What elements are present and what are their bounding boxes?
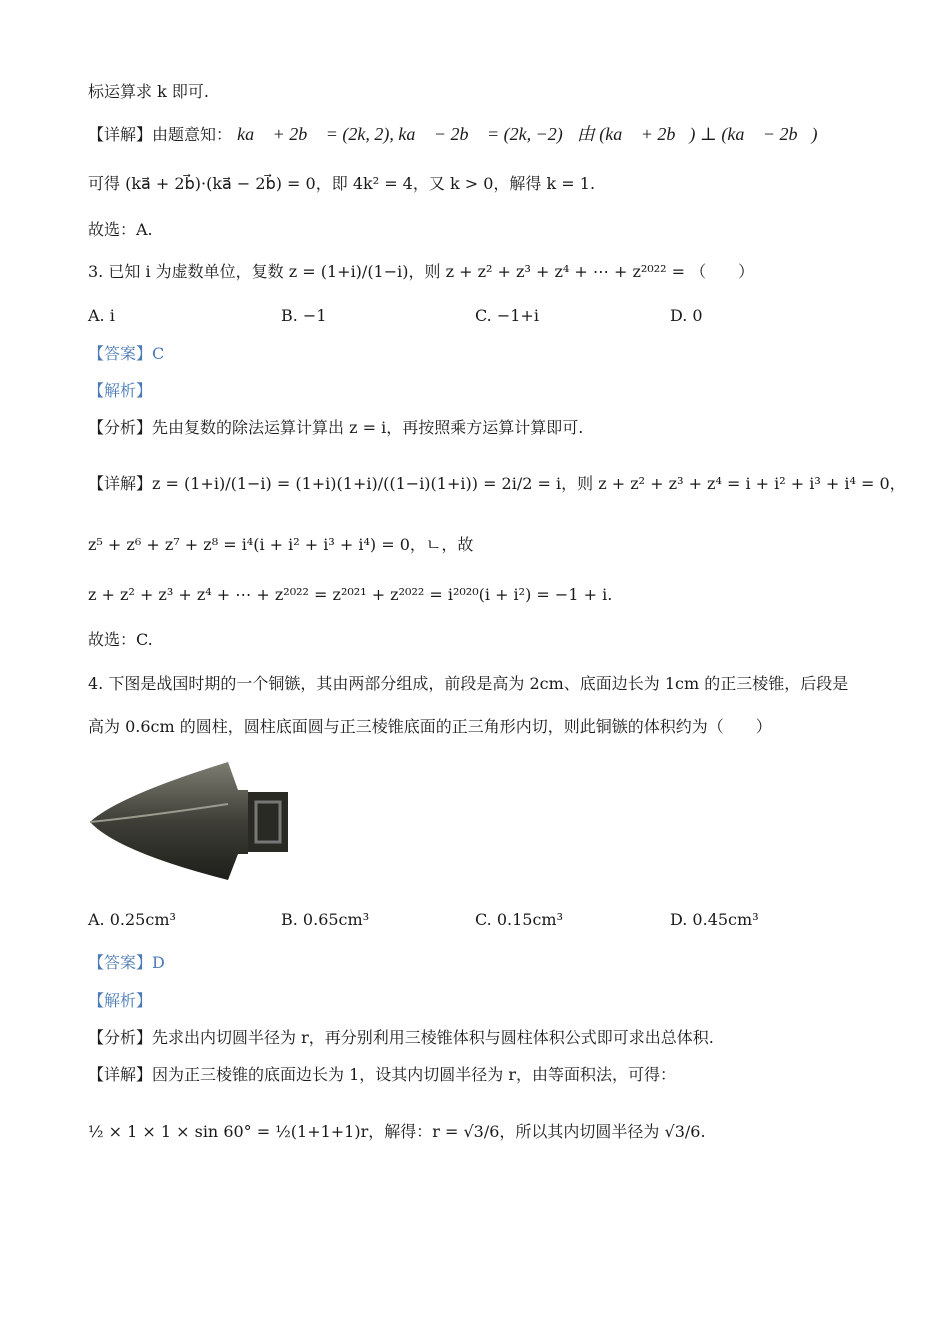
analysis-label: 【解析】 <box>88 991 153 1010</box>
bronze-arrowhead-photo <box>88 756 292 882</box>
formula: ka⃗ + 2b⃗ = (2k, 2), ka⃗ − 2b⃗ = (2k, −2)，由 (ka⃗ + 2b⃗) ⊥ (ka⃗ − 2b⃗) <box>237 124 818 144</box>
choice-c: C. 0.15cm³ <box>475 910 564 929</box>
question-3: 3. 已知 i 为虚数单位，复数 z = (1+i)/(1−i)，则 z + z² + z³ + z⁴ + ⋯ + z²⁰²² = （ ） <box>88 262 755 281</box>
detail-text: 【详解】z = (1+i)/(1−i) = (1+i)(1+i)/((1−i)(1+i)) = 2i/2 = i，则 z + z² + z³ + z⁴ = i + i² + i³ + i⁴ = 0， <box>88 474 906 493</box>
text-line: 故选：A. <box>88 220 153 239</box>
detail-text: z⁵ + z⁶ + z⁷ + z⁸ = i⁴(i + i² + i³ + i⁴) = 0，ㄴ，故 <box>88 535 474 554</box>
question-4: 4. 下图是战国时期的一个铜镞，其由两部分组成，前段是高为 2cm、底面边长为 1cm 的正三棱锥，后段是 <box>88 674 849 693</box>
choice-d: D. 0 <box>670 306 703 325</box>
select-text: 故选：C. <box>88 630 153 649</box>
text-line: 标运算求 k 即可. <box>88 82 209 101</box>
text-line <box>88 125 817 143</box>
analysis-text: 【分析】先求出内切圆半径为 r，再分别利用三棱锥体积与圆柱体积公式即可求出总体积. <box>88 1028 714 1047</box>
analysis-text: 【分析】先由复数的除法运算计算出 z = i，再按照乘方运算计算即可. <box>88 418 584 437</box>
detail-label: 【详解】由题意知： <box>88 125 233 144</box>
answer-label: 【答案】C <box>88 344 165 363</box>
detail-text: ½ × 1 × 1 × sin 60° = ½(1+1+1)r，解得：r = √3/6，所以其内切圆半径为 √3/6. <box>88 1122 706 1141</box>
choice-c: C. −1+i <box>475 306 539 325</box>
text-line: 可得 (ka⃗ + 2b⃗)·(ka⃗ − 2b⃗) = 0，即 4k² = 4，又 k > 0，解得 k = 1. <box>88 174 596 193</box>
answer-label: 【答案】D <box>88 953 165 972</box>
detail-text: z + z² + z³ + z⁴ + ⋯ + z²⁰²² = z²⁰²¹ + z²⁰²² = i²⁰²⁰(i + i²) = −1 + i. <box>88 585 613 604</box>
choice-a: A. i <box>88 306 115 325</box>
choice-d: D. 0.45cm³ <box>670 910 759 929</box>
question-4-cont: 高为 0.6cm 的圆柱，圆柱底面圆与正三棱锥底面的正三角形内切，则此铜镞的体积约为（ ） <box>88 717 772 736</box>
choice-a: A. 0.25cm³ <box>88 910 176 929</box>
detail-text: 【详解】因为正三棱锥的底面边长为 1，设其内切圆半径为 r，由等面积法，可得： <box>88 1065 677 1084</box>
analysis-label: 【解析】 <box>88 381 153 400</box>
choice-b: B. 0.65cm³ <box>281 910 370 929</box>
choice-b: B. −1 <box>281 306 327 325</box>
